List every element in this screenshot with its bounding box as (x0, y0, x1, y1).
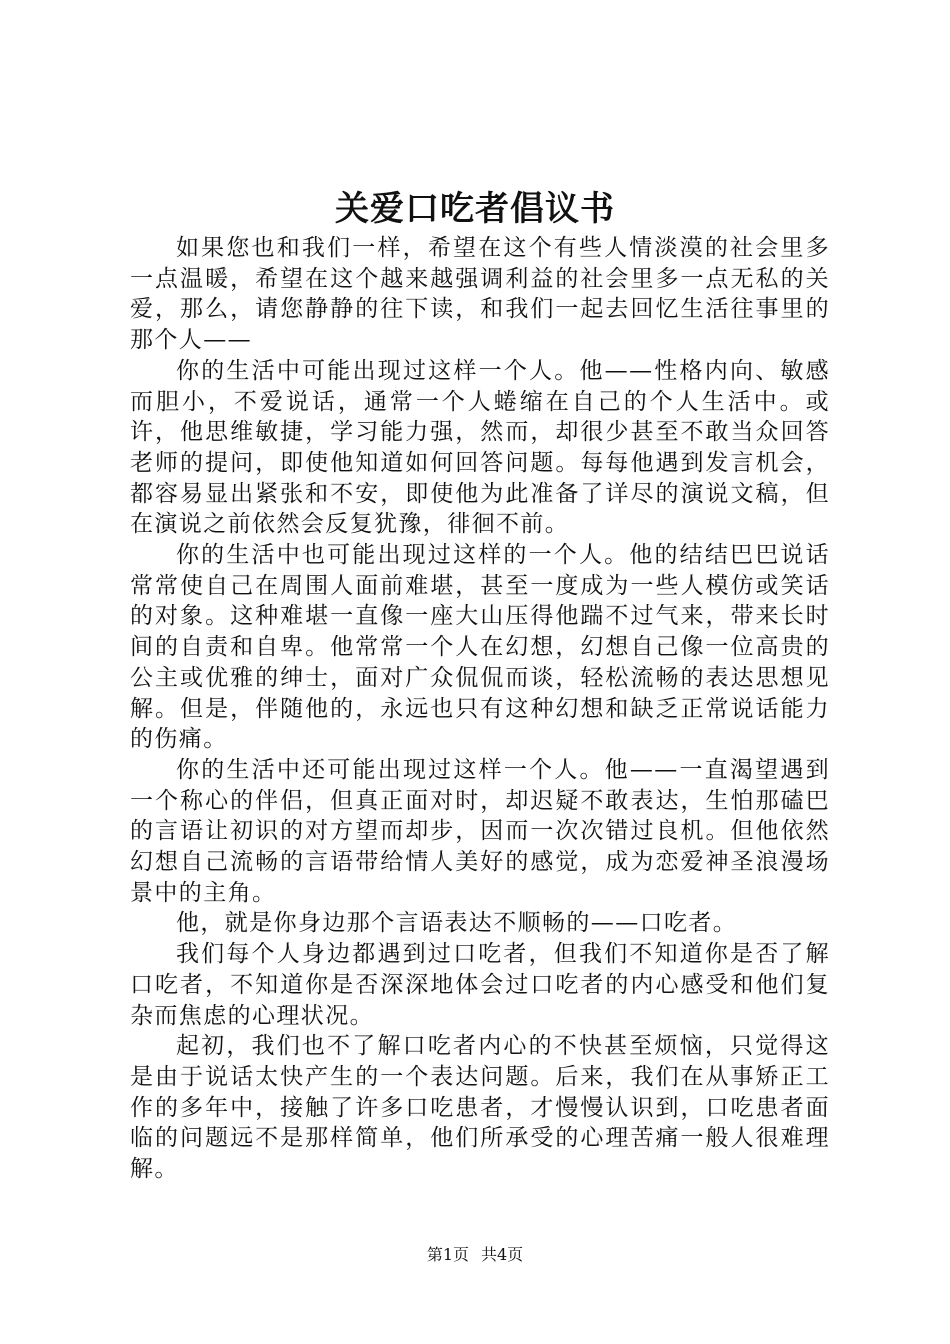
document-body (130, 233, 830, 1185)
page-footer (0, 1243, 950, 1267)
paragraph-7: 起初，我们也不了解口吃者内心的不快甚至烦恼，只觉得这是由于说话太快产生的一个表达问题。后来，我们在从事矫正工作的多年中，接触了许多口吃患者，才慢慢认识到，口吃患者面临的问题远不是那样简单，他们所承受的心理苦痛一般人很难理解。 (130, 1033, 830, 1183)
document-title: 关爱口吃者倡议书 (335, 189, 615, 229)
paragraph-1: 如果您也和我们一样，希望在这个有些人情淡漠的社会里多一点温暖，希望在这个越来越强调利益的社会里多一点无私的关爱，那么，请您静静的往下读，和我们一起去回忆生活往事里的那个人—— (130, 235, 830, 354)
paragraph-2: 你的生活中可能出现过这样一个人。他——性格内向、敏感而胆小，不爱说话，通常一个人蜷缩在自己的个人生活中。或许，他思维敏捷，学习能力强，然而，却很少甚至不敢当众回答老师的提问，即使他知道如何回答问题。每每他遇到发言机会，都容易显出紧张和不安，即使他为此准备了详尽的演说文稿，但在演说之前依然会反复犹豫，徘徊不前。 (130, 357, 830, 538)
page-number-current: 第1页 (426, 1245, 469, 1264)
paragraph-3: 你的生活中也可能出现过这样的一个人。他的结结巴巴说话常常使自己在周围人面前难堪，甚至一度成为一些人模仿或笑话的对象。这种难堪一直像一座大山压得他踹不过气来，带来长时间的自责和自卑。他常常一个人在幻想，幻想自己像一位高贵的公主或优雅的绅士，面对广众侃侃而谈，轻松流畅的表达思想见解。但是，伴随他的，永远也只有这种幻想和缺乏正常说话能力的伤痛。 (130, 542, 830, 753)
paragraph-6: 我们每个人身边都遇到过口吃者，但我们不知道你是否了解口吃者，不知道你是否深深地体会过口吃者的内心感受和他们复杂而焦虑的心理状况。 (130, 941, 830, 1029)
paragraph-4: 你的生活中还可能出现过这样一个人。他——一直渴望遇到一个称心的伴侣，但真正面对时，却迟疑不敢表达，生怕那磕巴的言语让初识的对方望而却步，因而一次次错过良机。但他依然幻想自己流畅的言语带给情人美好的感觉，成为恋爱神圣浪漫场景中的主角。 (130, 756, 830, 906)
page-number-total: 共4页 (481, 1245, 524, 1264)
paragraph-5: 他，就是你身边那个言语表达不顺畅的——口吃者。 (176, 910, 738, 937)
